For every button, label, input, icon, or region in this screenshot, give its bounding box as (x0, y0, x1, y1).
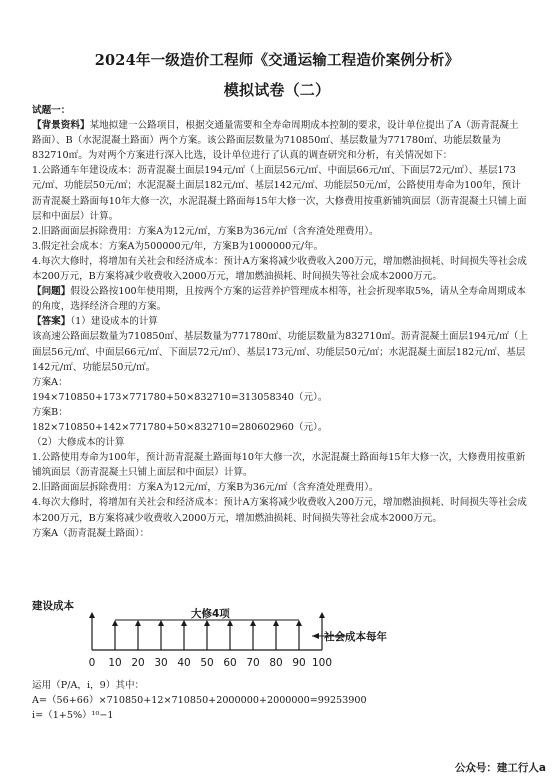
cashflow-arrowhead-70 (250, 620, 256, 626)
formula-intro: 运用（P/A，i，9）其中： (32, 680, 145, 691)
answer-part1-text: 该高速公路面层数量为710850㎡、基层数量为771780㎡、功能层数量为832710㎡。沥青混凝土面层194元/㎡（上面层56元/㎡、中面层66元/㎡、下面层72元/㎡）、基层173元/㎡、功能层50元/㎡；水泥混凝土面层182元/㎡、基层142元/㎡、功能层50元/㎡。 (32, 331, 528, 373)
answer-tag: 【答案】 (32, 316, 71, 328)
problem-text: 假设公路按100年使用期，且按两个方案的运营养护管理成本相等，社会折现率取5%，请从全寿命周期成本的角度，选择经济合理的方案。 (32, 286, 527, 313)
plan-b-label: 方案B： (32, 406, 68, 418)
answer-part2-heading: （2）大修成本的计算 (32, 437, 125, 449)
label-build-cost: 建设成本 (32, 600, 74, 612)
question-item-2: 2.旧路面面层拆除费用：方案A为12元/㎡，方案B为36元/㎡（含弃渣处理费用）。 (32, 225, 379, 237)
question-item-1: 1.公路通车年建设成本：沥青混凝土面层194元/㎡（上面层56元/㎡、中面层66元/㎡、下面层72元/㎡）、基层173元/㎡、功能层50元/㎡；水泥混凝土面层182元/㎡、基层142元/㎡、功能层50元/㎡，公路使用寿命为100年，预计沥青混凝土路面每10年大修一次，水泥混凝土路面每15年大修一次，大修费用按重新铺筑面层（沥青混凝土只铺上面层和中面层）计算。 (32, 165, 527, 222)
formula-i: i=（1+5%）¹⁰−1 (32, 710, 114, 722)
cashflow-arrowhead-30 (158, 620, 164, 626)
label-social-cost: 社会成本每年 (324, 631, 387, 643)
cashflow-arrowhead-20 (135, 620, 141, 626)
tick-label-60: 60 (223, 657, 237, 669)
cashflow-arrowhead-40 (181, 620, 187, 626)
tick-label-50: 50 (200, 657, 214, 669)
background-tag: 【背景资料】 (32, 120, 90, 132)
tick-label-30: 30 (154, 657, 168, 669)
problem-paragraph (32, 284, 528, 314)
cashflow-diagram (28, 598, 428, 674)
cashflow-arrowhead-50 (204, 620, 210, 626)
background-text: 某地拟建一公路项目，根据交通量需要和全寿命周期成本控制的要求，设计单位提出了A（沥青混凝土路面）、B（水泥混凝土路面）两个方案。该公路面层数量为710850㎡、基层数量为771780㎡、功能层数量为832710㎡。为对两个方案进行深入比选，设计单位进行了认真的调查研究和分析，有关情况如下： (32, 120, 519, 162)
problem-tag: 【问题】 (32, 286, 71, 298)
document-title: 2024年一级造价工程师《交通运输工程造价案例分析》 (94, 52, 460, 69)
tick-label-40: 40 (177, 657, 191, 669)
answer-part2-item-2: 2.旧路面面层拆除费用：方案A为12元/㎡，方案B为36元/㎡（含弃渣处理费用）。 (32, 482, 379, 494)
tick-label-10: 10 (108, 657, 122, 669)
cashflow-arrowhead-80 (273, 620, 279, 626)
background-paragraph (32, 118, 528, 163)
plan-b-formula: 182×710850+142×771780+50×832710=280602960（元）。 (32, 421, 328, 433)
question-label: 试题一： (32, 105, 71, 116)
answer-paragraph (32, 314, 528, 329)
cashflow-arrowhead-0 (89, 612, 95, 618)
tick-label-20: 20 (131, 657, 145, 669)
question-item-4: 4.每次大修时，将增加有关社会和经济成本：预计A方案将减少收费收入200万元，增加燃油损耗、时间损失等社会成本200万元，B方案将减少收费收入2000万元，增加燃油损耗、时间损失等社会成本2000万元。 (32, 255, 527, 283)
plan-a-label: 方案A： (32, 376, 68, 388)
answer-part1-heading: （1）建设成本的计算 (70, 316, 159, 328)
tick-label-100: 100 (311, 657, 333, 669)
formula-a: A=（56+66）×710850+12×710850+2000000+2000000=99253900 (32, 695, 367, 707)
plan-a-formula: 194×710850+173×771780+50×832710=313058340（元）。 (32, 391, 328, 403)
diagram-caption: 方案A（沥青混凝土路面）： (32, 527, 150, 539)
watermark: 公众号：建工行人a (454, 762, 546, 774)
question-block (32, 103, 528, 541)
tick-label-90: 90 (292, 657, 306, 669)
cashflow-arrowhead-90 (296, 620, 302, 626)
label-overhaul: 大修4项 (191, 608, 230, 620)
formula-block (32, 678, 528, 723)
document-subtitle: 模拟试卷（二） (223, 81, 331, 99)
cashflow-arrowhead-100 (319, 612, 325, 618)
tick-label-0: 0 (88, 657, 96, 669)
tick-label-70: 70 (246, 657, 260, 669)
axis-ticks (89, 612, 348, 669)
question-item-3: 3.假定社会成本：方案A为500000元/年，方案B为1000000元/年。 (32, 240, 324, 252)
tick-label-80: 80 (269, 657, 283, 669)
social-cost-pointer-head (312, 633, 319, 639)
cashflow-arrowhead-10 (112, 620, 118, 626)
answer-part2-item-1: 1.公路使用寿命为100年，预计沥青混凝土路面每10年大修一次，水泥混凝土路面每15年大修一次，大修费用按重新铺筑面层（沥青混凝土只铺上面层和中面层）计算。 (32, 452, 526, 479)
answer-part2-item-4: 4.每次大修时，将增加有关社会和经济成本：预计A方案将减少收费收入200万元，增加燃油损耗、时间损失等社会成本200万元，B方案将减少收费收入2000万元，增加燃油损耗、时间损失等社会成本2000万元。 (32, 497, 527, 524)
cashflow-arrowhead-60 (227, 620, 233, 626)
